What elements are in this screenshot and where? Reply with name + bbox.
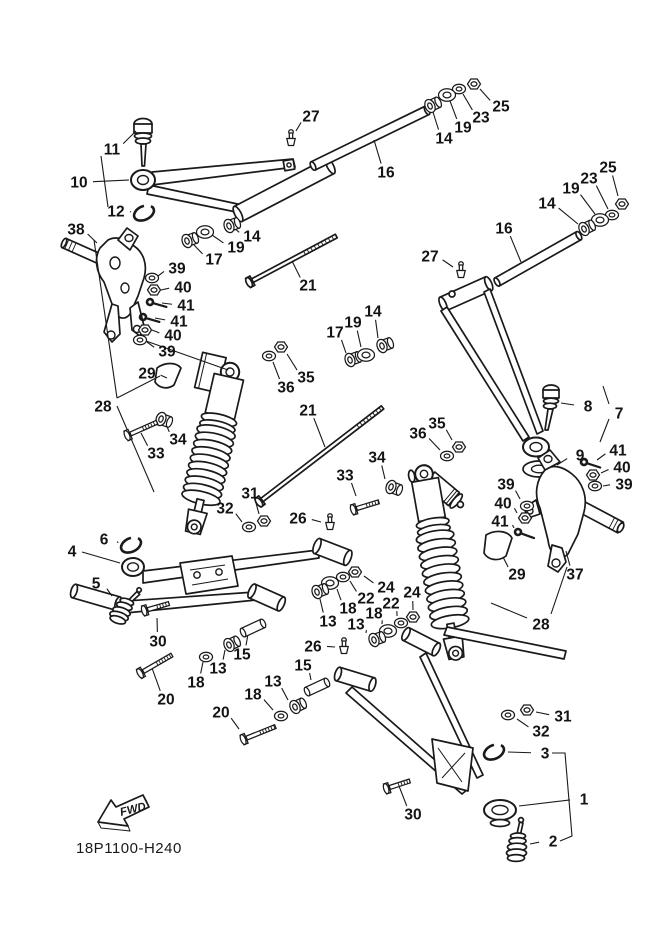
callout-12 <box>107 202 156 223</box>
callout-14 <box>423 95 453 148</box>
part-washer-glyph <box>395 618 408 628</box>
part-bigwasher-glyph <box>197 226 214 238</box>
callout-28 <box>532 617 550 634</box>
part-nut-glyph <box>519 513 532 523</box>
svg-text:34: 34 <box>368 449 386 467</box>
svg-text:7: 7 <box>614 405 624 423</box>
callout-16 <box>374 140 395 182</box>
part-nut-glyph <box>275 342 288 352</box>
svg-text:18: 18 <box>244 686 262 704</box>
part-bigwasher-glyph <box>439 89 456 101</box>
svg-text:33: 33 <box>147 445 165 463</box>
svg-text:14: 14 <box>243 228 261 246</box>
part-bolt-glyph <box>123 417 159 441</box>
svg-text:41: 41 <box>170 313 188 331</box>
callout-15 <box>294 658 331 697</box>
part-ring-glyph <box>482 741 507 762</box>
bracket-line <box>491 603 527 618</box>
svg-text:19: 19 <box>454 119 472 137</box>
callout-26 <box>289 511 334 530</box>
svg-text:18: 18 <box>187 674 205 692</box>
svg-text:28: 28 <box>94 398 112 416</box>
part-nut-glyph <box>521 705 534 715</box>
svg-text:31: 31 <box>554 708 572 726</box>
part-bolt-glyph <box>382 776 411 794</box>
svg-text:13: 13 <box>264 673 282 691</box>
svg-text:3: 3 <box>540 745 550 763</box>
svg-text:37: 37 <box>566 566 584 584</box>
part-nut-glyph <box>407 612 420 622</box>
svg-text:41: 41 <box>609 442 627 460</box>
callout-37 <box>566 551 584 584</box>
svg-text:13: 13 <box>319 613 337 631</box>
lower-arm-left <box>69 537 353 613</box>
pivot-shaft-16-right <box>493 231 583 287</box>
svg-text:31: 31 <box>241 485 259 503</box>
svg-text:9: 9 <box>575 447 585 465</box>
svg-text:19: 19 <box>227 239 245 257</box>
part-nut-glyph <box>587 470 600 480</box>
svg-text:40: 40 <box>174 279 192 297</box>
part-spacer-glyph <box>239 618 267 637</box>
svg-text:32: 32 <box>216 500 234 518</box>
svg-text:6: 6 <box>99 531 109 549</box>
svg-text:10: 10 <box>70 174 88 192</box>
bracket-line <box>82 552 120 563</box>
svg-text:30: 30 <box>149 633 167 651</box>
callout-18 <box>244 687 287 721</box>
upper-arm-left <box>131 157 337 223</box>
svg-text:27: 27 <box>302 108 320 126</box>
svg-text:19: 19 <box>562 180 580 198</box>
svg-text:39: 39 <box>497 476 515 494</box>
svg-text:35: 35 <box>428 415 446 433</box>
part-washer-glyph <box>502 710 515 720</box>
part-grease-glyph <box>326 514 334 530</box>
part-nut-glyph <box>349 567 362 577</box>
callout-6 <box>100 532 144 556</box>
svg-text:30: 30 <box>404 806 422 824</box>
part-grease-glyph <box>287 130 295 146</box>
boot-tag-29-right <box>484 531 512 559</box>
part-nut-glyph <box>148 285 161 295</box>
svg-text:25: 25 <box>599 159 617 177</box>
callout-16 <box>495 221 521 263</box>
svg-text:15: 15 <box>233 646 251 664</box>
part-washer-glyph <box>441 451 454 461</box>
callout-27 <box>287 109 320 146</box>
svg-text:2: 2 <box>548 833 558 851</box>
svg-text:28: 28 <box>532 616 550 634</box>
svg-text:1: 1 <box>579 791 589 809</box>
callout-33 <box>336 468 380 516</box>
part-grease-glyph <box>340 638 348 654</box>
svg-text:24: 24 <box>377 579 395 597</box>
part-spacer-glyph <box>303 677 331 696</box>
svg-text:17: 17 <box>326 324 344 342</box>
svg-text:41: 41 <box>491 513 509 531</box>
ball-joint-upper-left <box>134 119 152 167</box>
svg-text:19: 19 <box>344 314 362 332</box>
part-bolt-glyph <box>349 497 380 515</box>
svg-text:41: 41 <box>177 297 195 315</box>
svg-text:40: 40 <box>494 495 512 513</box>
part-bigwasher-glyph <box>358 349 375 361</box>
fwd-arrow-label: FWD <box>118 800 148 819</box>
callout-29 <box>503 557 526 584</box>
part-nut-glyph <box>139 325 152 335</box>
part-bolt-glyph <box>239 722 277 746</box>
part-nut-glyph <box>258 516 271 526</box>
svg-text:18: 18 <box>339 600 357 618</box>
part-code: 18P1100-H240 <box>76 840 182 857</box>
callout-11 <box>104 131 136 159</box>
callout-14 <box>538 196 597 238</box>
svg-text:34: 34 <box>169 431 187 449</box>
bracket-line <box>603 386 609 404</box>
part-nut-glyph <box>616 199 629 209</box>
callout-1 <box>519 792 589 809</box>
svg-text:40: 40 <box>164 327 182 345</box>
upper-arm-right <box>437 276 549 457</box>
part-grease-glyph <box>457 262 465 278</box>
svg-text:29: 29 <box>508 566 526 584</box>
bracket-line <box>600 419 609 442</box>
svg-text:39: 39 <box>615 476 633 494</box>
callout-34 <box>154 411 187 449</box>
callout-3 <box>482 741 550 762</box>
callout-30 <box>382 776 421 823</box>
svg-text:17: 17 <box>205 251 223 269</box>
part-bushing-glyph <box>154 411 174 429</box>
svg-text:12: 12 <box>107 203 125 221</box>
callout-2 <box>530 834 557 851</box>
svg-text:11: 11 <box>103 141 121 159</box>
long-bolt-21-mid <box>254 403 386 508</box>
svg-text:39: 39 <box>158 343 176 361</box>
svg-text:13: 13 <box>209 660 227 678</box>
svg-text:32: 32 <box>532 723 550 741</box>
part-washer-glyph <box>275 711 288 721</box>
svg-text:14: 14 <box>364 303 382 321</box>
boot-tag-29-left <box>155 364 181 388</box>
part-bushing-glyph <box>288 696 309 715</box>
svg-text:23: 23 <box>472 109 490 127</box>
svg-text:33: 33 <box>336 467 354 485</box>
callout-19 <box>439 89 472 137</box>
svg-text:25: 25 <box>492 98 510 116</box>
svg-text:22: 22 <box>357 590 375 608</box>
callout-10 <box>70 175 129 192</box>
ball-joint-upper-right <box>543 385 559 430</box>
svg-text:14: 14 <box>538 195 556 213</box>
svg-text:8: 8 <box>583 398 593 416</box>
part-nut-glyph <box>468 79 481 89</box>
part-washer-glyph <box>521 501 534 511</box>
callout-14 <box>364 304 395 355</box>
callout-4 <box>68 544 77 561</box>
callout-21 <box>299 403 325 448</box>
callout-28 <box>94 399 112 416</box>
part-bushing-glyph <box>384 479 404 497</box>
callout-24 <box>403 585 421 623</box>
svg-text:14: 14 <box>435 130 453 148</box>
svg-text:20: 20 <box>212 704 230 722</box>
callout-35 <box>428 416 465 453</box>
svg-text:36: 36 <box>409 425 427 443</box>
callout-7 <box>615 406 624 423</box>
callout-31 <box>521 705 572 726</box>
part-ring-glyph <box>119 534 144 555</box>
svg-text:13: 13 <box>347 616 365 634</box>
svg-text:36: 36 <box>277 379 295 397</box>
svg-text:35: 35 <box>297 369 315 387</box>
svg-text:16: 16 <box>495 220 513 238</box>
svg-text:21: 21 <box>299 277 317 295</box>
part-bushing-glyph <box>375 336 395 354</box>
part-washer-glyph <box>146 273 159 283</box>
svg-text:38: 38 <box>67 221 85 239</box>
callout-8 <box>561 399 593 416</box>
svg-text:26: 26 <box>304 638 322 656</box>
svg-text:24: 24 <box>403 584 421 602</box>
callout-20 <box>135 650 174 708</box>
svg-text:20: 20 <box>157 691 175 709</box>
svg-text:39: 39 <box>168 260 186 278</box>
svg-text:21: 21 <box>299 402 317 420</box>
svg-text:15: 15 <box>294 657 312 675</box>
callout-13 <box>264 674 308 716</box>
svg-text:4: 4 <box>67 543 77 561</box>
svg-text:22: 22 <box>382 595 400 613</box>
bracket-line <box>551 567 567 614</box>
pivot-shaft-16-left <box>309 105 431 171</box>
svg-text:29: 29 <box>138 365 156 383</box>
part-washer-glyph <box>589 481 602 491</box>
part-ring-glyph <box>132 202 157 223</box>
callout-20 <box>212 705 277 746</box>
svg-text:27: 27 <box>421 248 439 266</box>
part-washer-glyph <box>243 522 256 532</box>
svg-text:5: 5 <box>91 575 101 593</box>
callout-34 <box>368 450 404 498</box>
svg-text:26: 26 <box>289 510 307 528</box>
part-washer-glyph <box>263 351 276 361</box>
bracket-line <box>552 753 572 841</box>
callout-21 <box>292 261 317 295</box>
knuckle-left <box>60 228 145 342</box>
callout-30 <box>140 599 170 651</box>
svg-text:40: 40 <box>613 459 631 477</box>
callout-31 <box>241 486 270 527</box>
part-cotter-glyph <box>514 528 535 539</box>
callout-38 <box>67 222 97 244</box>
svg-text:16: 16 <box>377 164 395 182</box>
callout-32 <box>216 501 255 532</box>
part-nut-glyph <box>453 442 466 452</box>
part-washer-glyph <box>134 335 147 345</box>
callout-26 <box>304 638 348 656</box>
svg-text:18: 18 <box>365 605 383 623</box>
callout-27 <box>421 249 465 278</box>
svg-text:23: 23 <box>580 170 598 188</box>
callout-41 <box>147 298 195 315</box>
